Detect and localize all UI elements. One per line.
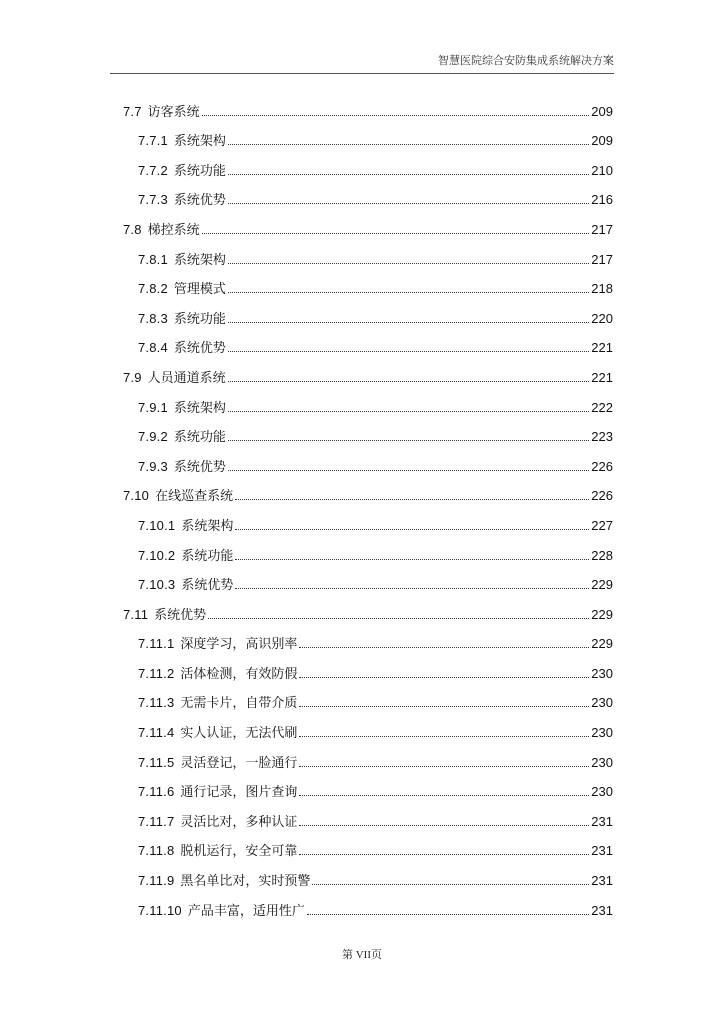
toc-entry-number: 7.7.3 xyxy=(138,192,168,208)
toc-dot-leader xyxy=(228,440,589,441)
toc-entry-title: 系统架构 xyxy=(173,399,226,415)
toc-entry-title: 人员通道系统 xyxy=(147,369,226,385)
toc-entry-page: 221 xyxy=(591,369,613,385)
toc-entry[interactable] xyxy=(123,711,613,741)
toc-entry-title: 在线巡查系统 xyxy=(155,488,234,504)
toc-entry-number: 7.10.2 xyxy=(138,547,176,563)
toc-entry-title: 系统优势 xyxy=(173,458,226,474)
toc-dot-leader xyxy=(235,559,589,560)
toc-entry-number: 7.11.3 xyxy=(138,695,175,711)
toc-entry-page: 217 xyxy=(591,221,613,237)
toc-entry[interactable] xyxy=(123,327,613,357)
toc-entry-page: 227 xyxy=(591,517,613,533)
toc-entry-number: 7.9 xyxy=(123,369,142,385)
toc-entry-page: 231 xyxy=(591,843,613,859)
toc-dot-leader xyxy=(228,470,589,471)
toc-entry-number: 7.11.8 xyxy=(138,843,175,859)
toc-entry[interactable] xyxy=(123,208,613,238)
toc-entry-number: 7.9.3 xyxy=(138,458,168,474)
toc-entry-number: 7.11.7 xyxy=(138,813,175,829)
toc-entry-number: 7.11.2 xyxy=(138,665,175,681)
toc-dot-leader xyxy=(228,292,589,293)
toc-entry-number: 7.9.1 xyxy=(138,399,168,415)
toc-entry[interactable] xyxy=(123,475,613,505)
toc-entry-title: 系统优势 xyxy=(173,192,226,208)
toc-entry-number: 7.10 xyxy=(123,488,150,504)
toc-entry[interactable] xyxy=(123,149,613,179)
toc-entry-number: 7.7.1 xyxy=(138,133,168,149)
toc-entry-title: 脱机运行，安全可靠 xyxy=(180,843,298,859)
page-number: 第 VII页 xyxy=(341,949,383,961)
toc-entry-page: 230 xyxy=(591,784,613,800)
toc-entry[interactable] xyxy=(123,356,613,386)
toc-dot-leader xyxy=(299,766,589,767)
toc-entry-page: 231 xyxy=(591,813,613,829)
toc-dot-leader xyxy=(228,351,589,352)
table-of-contents xyxy=(123,90,613,919)
toc-entry[interactable] xyxy=(123,830,613,860)
toc-entry-number: 7.10.3 xyxy=(138,577,176,593)
toc-entry-title: 系统功能 xyxy=(173,310,226,326)
toc-dot-leader xyxy=(202,233,590,234)
header-divider xyxy=(110,73,614,74)
toc-entry-title: 实人认证，无法代刷 xyxy=(180,725,298,741)
toc-entry-title: 系统优势 xyxy=(173,340,226,356)
toc-entry-number: 7.8.3 xyxy=(138,310,168,326)
toc-entry-title: 系统功能 xyxy=(173,429,226,445)
toc-entry-page: 220 xyxy=(591,310,613,326)
toc-dot-leader xyxy=(228,144,589,145)
toc-entry-title: 通行记录，图片查询 xyxy=(180,784,298,800)
toc-entry-page: 221 xyxy=(591,340,613,356)
toc-entry-number: 7.11.5 xyxy=(138,754,175,770)
toc-dot-leader xyxy=(208,618,589,619)
toc-entry-title: 产品丰富，适用性广 xyxy=(187,902,305,918)
toc-entry[interactable] xyxy=(123,889,613,919)
toc-entry-page: 223 xyxy=(591,429,613,445)
toc-entry-page: 229 xyxy=(591,636,613,652)
toc-entry-number: 7.11.9 xyxy=(138,873,175,889)
toc-entry[interactable] xyxy=(123,859,613,889)
toc-entry-number: 7.11 xyxy=(123,606,149,622)
toc-entry-title: 系统优势 xyxy=(181,577,234,593)
toc-dot-leader xyxy=(228,263,589,264)
toc-entry-title: 灵活比对，多种认证 xyxy=(180,813,298,829)
toc-entry-page: 229 xyxy=(591,577,613,593)
toc-entry-number: 7.11.4 xyxy=(138,725,175,741)
toc-dot-leader xyxy=(299,795,589,796)
toc-entry[interactable] xyxy=(123,386,613,416)
toc-entry-title: 系统架构 xyxy=(181,517,234,533)
toc-dot-leader xyxy=(307,914,589,915)
toc-entry[interactable] xyxy=(123,771,613,801)
toc-entry-page: 216 xyxy=(591,192,613,208)
toc-entry[interactable] xyxy=(123,682,613,712)
toc-entry-title: 系统功能 xyxy=(181,547,234,563)
toc-entry-page: 231 xyxy=(591,902,613,918)
toc-entry-title: 系统架构 xyxy=(173,251,226,267)
toc-dot-leader xyxy=(228,322,589,323)
toc-entry-title: 深度学习，高识别率 xyxy=(180,636,298,652)
toc-entry-title: 管理模式 xyxy=(173,281,226,297)
running-header: 智慧医院综合安防集成系统解决方案 xyxy=(438,55,614,67)
toc-entry-number: 7.10.1 xyxy=(138,517,176,533)
toc-entry[interactable] xyxy=(123,534,613,564)
toc-entry[interactable] xyxy=(123,445,613,475)
toc-entry-page: 230 xyxy=(591,695,613,711)
toc-entry-page: 229 xyxy=(591,606,613,622)
toc-dot-leader xyxy=(299,677,589,678)
toc-entry-title: 黑名单比对，实时预警 xyxy=(180,873,311,889)
toc-entry-title: 访客系统 xyxy=(147,103,200,119)
toc-entry[interactable] xyxy=(123,741,613,771)
toc-entry[interactable] xyxy=(123,593,613,623)
toc-entry-number: 7.8.4 xyxy=(138,340,168,356)
toc-dot-leader xyxy=(299,736,589,737)
toc-entry[interactable] xyxy=(123,800,613,830)
toc-entry-title: 活体检测，有效防假 xyxy=(180,665,298,681)
toc-entry-title: 系统功能 xyxy=(173,162,226,178)
toc-entry-page: 228 xyxy=(591,547,613,563)
toc-entry-number: 7.8.1 xyxy=(138,251,168,267)
toc-entry-number: 7.11.10 xyxy=(138,902,182,918)
toc-dot-leader xyxy=(235,499,589,500)
toc-entry-number: 7.9.2 xyxy=(138,429,168,445)
toc-entry[interactable] xyxy=(123,179,613,209)
toc-dot-leader xyxy=(299,647,589,648)
toc-entry-page: 230 xyxy=(591,754,613,770)
toc-entry-number: 7.7 xyxy=(123,103,142,119)
toc-entry[interactable] xyxy=(123,120,613,150)
toc-dot-leader xyxy=(299,854,589,855)
toc-entry-number: 7.7.2 xyxy=(138,162,168,178)
toc-dot-leader xyxy=(312,884,589,885)
toc-entry-page: 231 xyxy=(591,873,613,889)
toc-entry[interactable] xyxy=(123,238,613,268)
toc-entry[interactable] xyxy=(123,297,613,327)
toc-entry[interactable] xyxy=(123,564,613,594)
toc-dot-leader xyxy=(228,411,589,412)
toc-dot-leader xyxy=(202,115,590,116)
toc-entry-number: 7.8.2 xyxy=(138,281,168,297)
toc-entry-page: 226 xyxy=(591,488,613,504)
toc-entry[interactable] xyxy=(123,623,613,653)
toc-entry[interactable] xyxy=(123,416,613,446)
toc-dot-leader xyxy=(299,706,589,707)
toc-entry[interactable] xyxy=(123,504,613,534)
toc-entry-page: 209 xyxy=(591,103,613,119)
toc-dot-leader xyxy=(228,174,589,175)
toc-entry-page: 210 xyxy=(591,162,613,178)
toc-entry-number: 7.8 xyxy=(123,221,142,237)
toc-entry-number: 7.11.1 xyxy=(138,636,175,652)
toc-entry-page: 218 xyxy=(591,281,613,297)
toc-entry-title: 系统架构 xyxy=(173,133,226,149)
toc-entry-title: 梯控系统 xyxy=(147,221,200,237)
toc-dot-leader xyxy=(228,381,590,382)
toc-dot-leader xyxy=(228,203,589,204)
toc-dot-leader xyxy=(235,529,589,530)
toc-entry[interactable] xyxy=(123,652,613,682)
toc-entry-page: 230 xyxy=(591,665,613,681)
toc-dot-leader xyxy=(235,588,589,589)
toc-entry[interactable] xyxy=(123,268,613,298)
toc-entry-page: 230 xyxy=(591,725,613,741)
toc-entry-title: 系统优势 xyxy=(154,606,207,622)
toc-entry-page: 222 xyxy=(591,399,613,415)
toc-entry[interactable] xyxy=(123,90,613,120)
toc-entry-number: 7.11.6 xyxy=(138,784,175,800)
toc-entry-title: 无需卡片，自带介质 xyxy=(180,695,298,711)
toc-dot-leader xyxy=(299,825,589,826)
toc-entry-title: 灵活登记，一脸通行 xyxy=(180,754,298,770)
toc-entry-page: 209 xyxy=(591,133,613,149)
toc-entry-page: 217 xyxy=(591,251,613,267)
toc-entry-page: 226 xyxy=(591,458,613,474)
